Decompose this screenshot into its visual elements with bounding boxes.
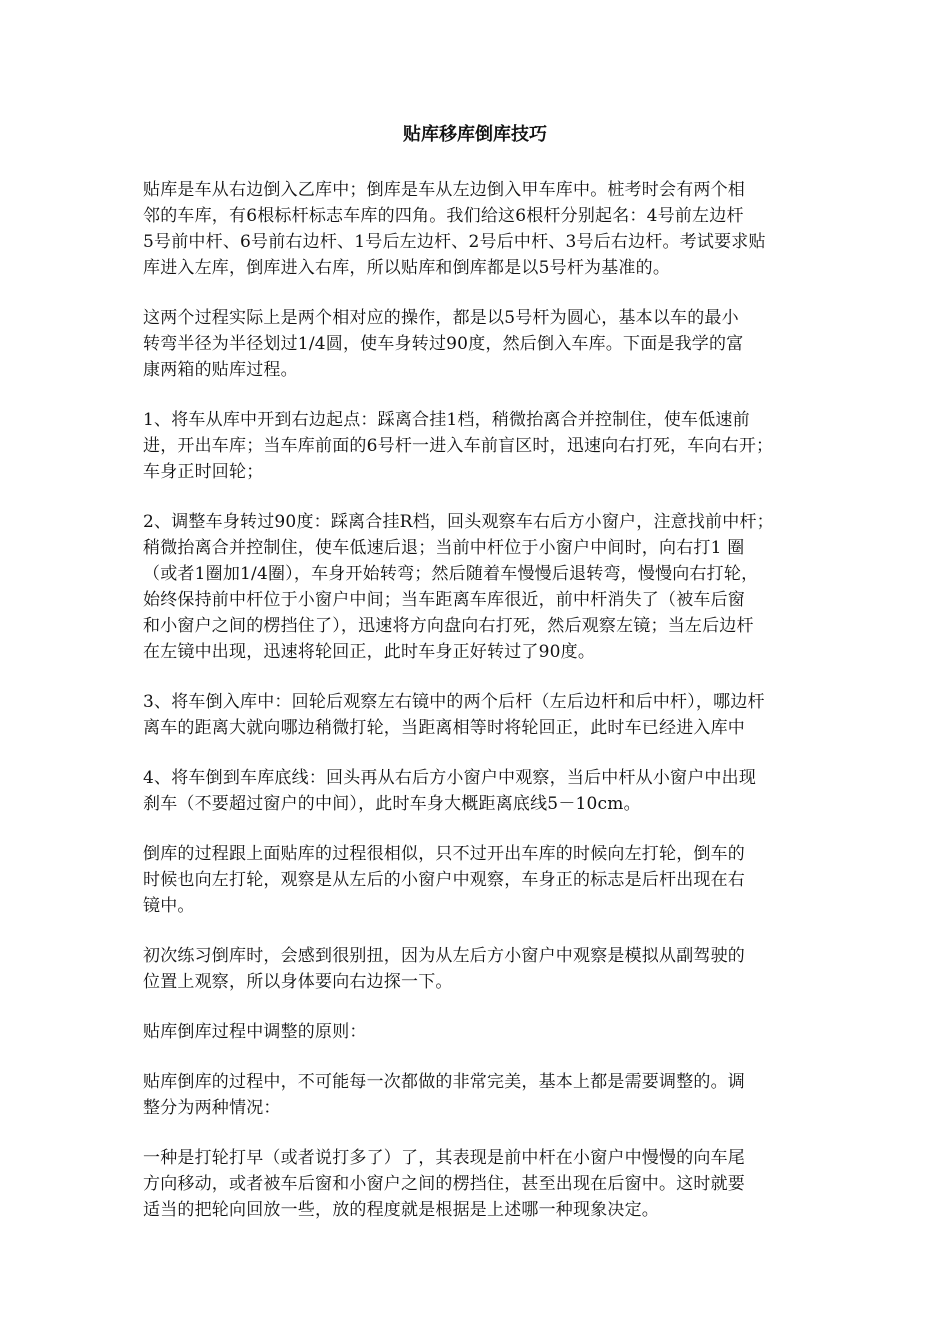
paragraph <box>143 1069 813 1121</box>
paragraph <box>143 305 813 383</box>
document-title: 贴库移库倒库技巧 <box>403 124 547 145</box>
text-line: 始终保持前中杆位于小窗户中间；当车距离车库很近，前中杆消失了（被车后窗 <box>143 590 745 610</box>
text-line: 贴库倒库过程中调整的原则： <box>143 1022 367 1042</box>
text-line: 方向移动，或者被车后窗和小窗户之间的楞挡住，甚至出现在后窗中。这时就要 <box>143 1174 745 1194</box>
text-line: （或者1圈加1/4圈），车身开始转弯；然后随着车慢慢后退转弯，慢慢向右打轮， <box>143 564 759 584</box>
text-line: 库进入左库，倒库进入右库，所以贴库和倒库都是以5号杆为基准的。 <box>143 258 671 278</box>
text-line: 1、将车从库中开到右边起点：踩离合挂1档，稍微抬离合并控制住，使车低速前 <box>143 410 750 430</box>
text-line: 进，开出车库；当车库前面的6号杆一进入车前盲区时，迅速向右打死，车向右开； <box>143 436 774 456</box>
text-line: 3、将车倒入库中：回轮后观察左右镜中的两个后杆（左后边杆和后中杆），哪边杆 <box>143 692 765 712</box>
text-line: 离车的距离大就向哪边稍微打轮，当距离相等时将轮回正，此时车已经进入库中 <box>143 718 745 738</box>
text-line: 贴库倒库的过程中，不可能每一次都做的非常完美，基本上都是需要调整的。调 <box>143 1072 745 1092</box>
paragraph <box>143 943 813 995</box>
text-line: 邻的车库，有6根标杆标志车库的四角。我们给这6根杆分别起名：4号前左边杆 <box>143 206 744 226</box>
document-body <box>143 177 813 1247</box>
paragraph <box>143 841 813 919</box>
text-line: 刹车（不要超过窗户的中间），此时车身大概距离底线5－10cm。 <box>143 794 641 814</box>
text-line: 这两个过程实际上是两个相对应的操作，都是以5号杆为圆心，基本以车的最小 <box>143 308 739 328</box>
text-line: 时候也向左打轮，观察是从左后的小窗户中观察，车身正的标志是后杆出现在右 <box>143 870 745 890</box>
text-line: 适当的把轮向回放一些，放的程度就是根据是上述哪一种现象决定。 <box>143 1200 659 1220</box>
text-line: 车身正时回轮； <box>143 462 264 482</box>
paragraph <box>143 765 813 817</box>
text-line: 转弯半径为半径划过1/4圆，使车身转过90度，然后倒入车库。下面是我学的富 <box>143 334 744 354</box>
text-line: 镜中。 <box>143 896 195 916</box>
text-line: 初次练习倒库时，会感到很别扭，因为从左后方小窗户中观察是模拟从副驾驶的 <box>143 946 745 966</box>
text-line: 稍微抬离合并控制住，使车低速后退；当前中杆位于小窗户中间时，向右打1 圈 <box>143 538 745 558</box>
paragraph <box>143 1019 813 1045</box>
text-line: 5号前中杆、6号前右边杆、1号后左边杆、2号后中杆、3号后右边杆。考试要求贴 <box>143 232 766 252</box>
paragraph <box>143 407 813 485</box>
text-line: 倒库的过程跟上面贴库的过程很相似，只不过开出车库的时候向左打轮，倒车的 <box>143 844 745 864</box>
text-line: 康两箱的贴库过程。 <box>143 360 298 380</box>
text-line: 位置上观察，所以身体要向右边探一下。 <box>143 972 453 992</box>
paragraph <box>143 177 813 281</box>
text-line: 贴库是车从右边倒入乙库中；倒库是车从左边倒入甲车库中。桩考时会有两个相 <box>143 180 745 200</box>
text-line: 4、将车倒到车库底线：回头再从右后方小窗户中观察，当后中杆从小窗户中出现 <box>143 768 757 788</box>
text-line: 整分为两种情况： <box>143 1098 281 1118</box>
text-line: 在左镜中出现，迅速将轮回正，此时车身正好转过了90度。 <box>143 642 596 662</box>
paragraph <box>143 1145 813 1223</box>
text-line: 2、调整车身转过90度：踩离合挂R档，回头观察车右后方小窗户，注意找前中杆； <box>143 512 774 532</box>
paragraph <box>143 689 813 741</box>
text-line: 一种是打轮打早（或者说打多了）了，其表现是前中杆在小窗户中慢慢的向车尾 <box>143 1148 745 1168</box>
text-line: 和小窗户之间的楞挡住了），迅速将方向盘向右打死，然后观察左镜；当左后边杆 <box>143 616 754 636</box>
paragraph <box>143 509 813 665</box>
